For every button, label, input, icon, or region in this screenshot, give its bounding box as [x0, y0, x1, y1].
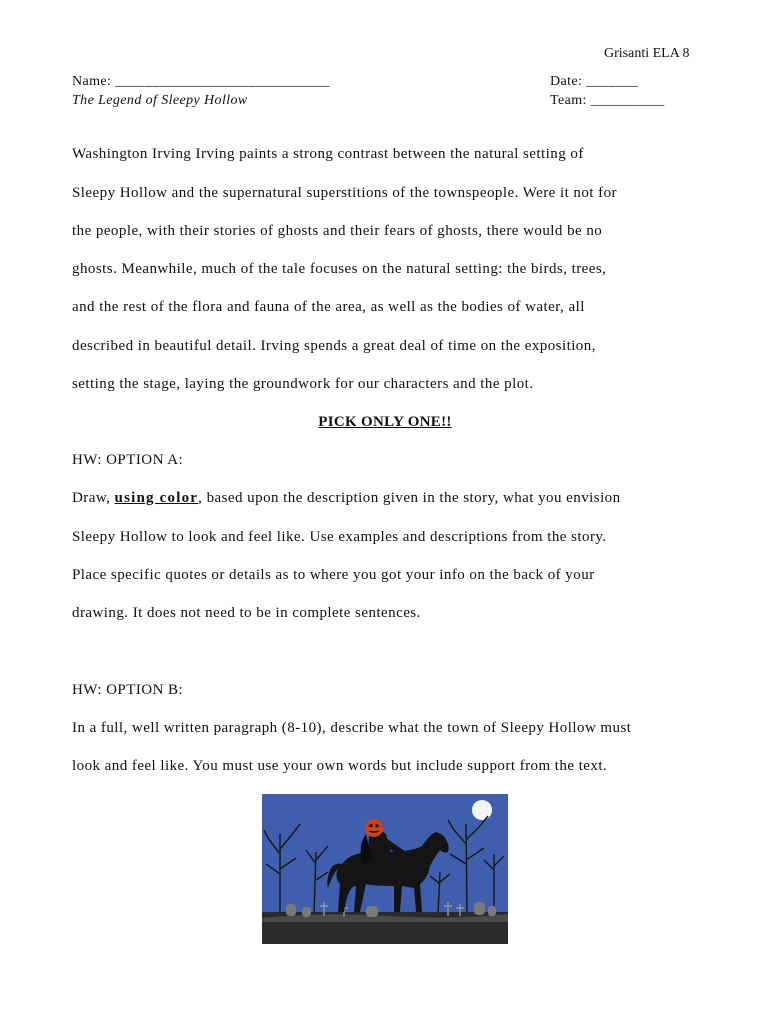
date-field: Date: _______ [550, 74, 639, 89]
intro-line: ghosts. Meanwhile, much of the tale focuses on the natural setting: the birds, trees, [72, 261, 607, 277]
pumpkin-head-icon [365, 819, 383, 837]
work-title: The Legend of Sleepy Hollow [72, 93, 248, 108]
course-label: Grisanti ELA 8 [604, 46, 690, 61]
team-field: Team: __________ [550, 93, 665, 108]
intro-line: the people, with their stories of ghosts and their fears of ghosts, there would be no [72, 223, 603, 239]
option-a-line [72, 490, 621, 507]
intro-line: Washington Irving Irving paints a strong contrast between the natural setting of [72, 146, 584, 162]
option-a-line: drawing. It does not need to be in complete sentences. [72, 605, 421, 621]
option-a-prefix: Draw, [72, 490, 115, 506]
option-a-suffix: , based upon the description given in the story, what you envision [198, 490, 621, 506]
intro-line: Sleepy Hollow and the supernatural superstitions of the townspeople. Were it not for [72, 185, 617, 201]
option-b-line: look and feel like. You must use your own words but include support from the text. [72, 758, 608, 774]
option-b-heading: HW: OPTION B: [72, 682, 184, 698]
option-a-line: Sleepy Hollow to look and feel like. Use examples and descriptions from the story. [72, 529, 607, 545]
pick-one-heading: PICK ONLY ONE!! [318, 414, 452, 430]
intro-line: and the rest of the flora and fauna of the area, as well as the bodies of water, all [72, 299, 585, 315]
intro-line: setting the stage, laying the groundwork for our characters and the plot. [72, 376, 534, 392]
option-b-line: In a full, well written paragraph (8-10), describe what the town of Sleepy Hollow must [72, 720, 632, 736]
option-a-heading: HW: OPTION A: [72, 452, 184, 468]
intro-line: described in beautiful detail. Irving spends a great deal of time on the exposition, [72, 338, 596, 354]
moon-icon [472, 800, 492, 820]
name-field: Name: _____________________________ [72, 74, 330, 89]
headless-horseman-illustration [262, 794, 508, 944]
using-color-emphasis: using color [114, 490, 199, 506]
option-a-line: Place specific quotes or details as to where you got your info on the back of your [72, 567, 595, 583]
